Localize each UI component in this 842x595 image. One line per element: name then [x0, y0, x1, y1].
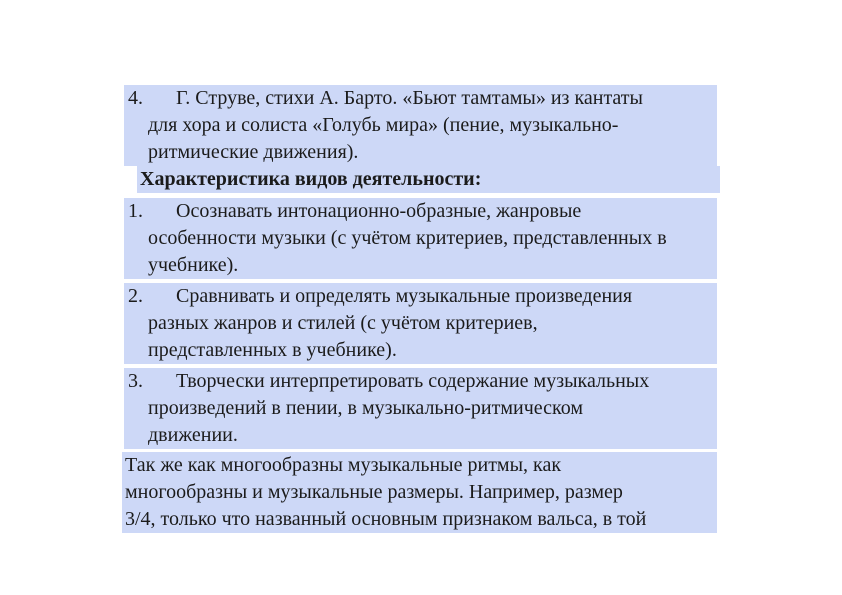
numbered-item-3	[124, 368, 717, 449]
text-line: многообразны и музыкальные размеры. Например, размер	[125, 481, 623, 503]
text-line: учебнике).	[148, 254, 239, 276]
text-line: для хора и солиста «Голубь мира» (пение, музыкально-	[148, 114, 619, 136]
numbered-item-1	[124, 198, 717, 279]
text-line: произведений в пении, в музыкально-ритмическом	[148, 397, 583, 419]
list-number: 4.	[128, 87, 143, 109]
text-line: особенности музыки (с учётом критериев, представленных в	[148, 227, 667, 249]
text-line: разных жанров и стилей (с учётом критериев,	[148, 312, 538, 334]
closing-paragraph	[122, 452, 717, 533]
document-text-area	[0, 85, 842, 533]
text-line: Г. Струве, стихи А. Барто. «Бьют тамтамы» из кантаты	[176, 87, 643, 109]
text-line: Так же как многообразны музыкальные ритмы, как	[125, 454, 562, 476]
list-number: 1.	[128, 200, 143, 222]
text-line: Осознавать интонационно-образные, жанровые	[176, 200, 582, 222]
text-line: ритмические движения).	[148, 141, 359, 163]
section-heading: Характеристика видов деятельности:	[137, 166, 720, 193]
text-line: Сравнивать и определять музыкальные произведения	[176, 285, 633, 307]
list-number: 3.	[128, 370, 143, 392]
text-line: движении.	[148, 424, 238, 446]
list-number: 2.	[128, 285, 143, 307]
numbered-item-4	[124, 85, 717, 166]
numbered-item-2	[124, 283, 717, 364]
text-line: представленных в учебнике).	[148, 339, 397, 361]
text-line: 3/4, только что названный основным признаком вальса, в той	[125, 508, 647, 530]
text-line: Творчески интерпретировать содержание музыкальных	[176, 370, 650, 392]
